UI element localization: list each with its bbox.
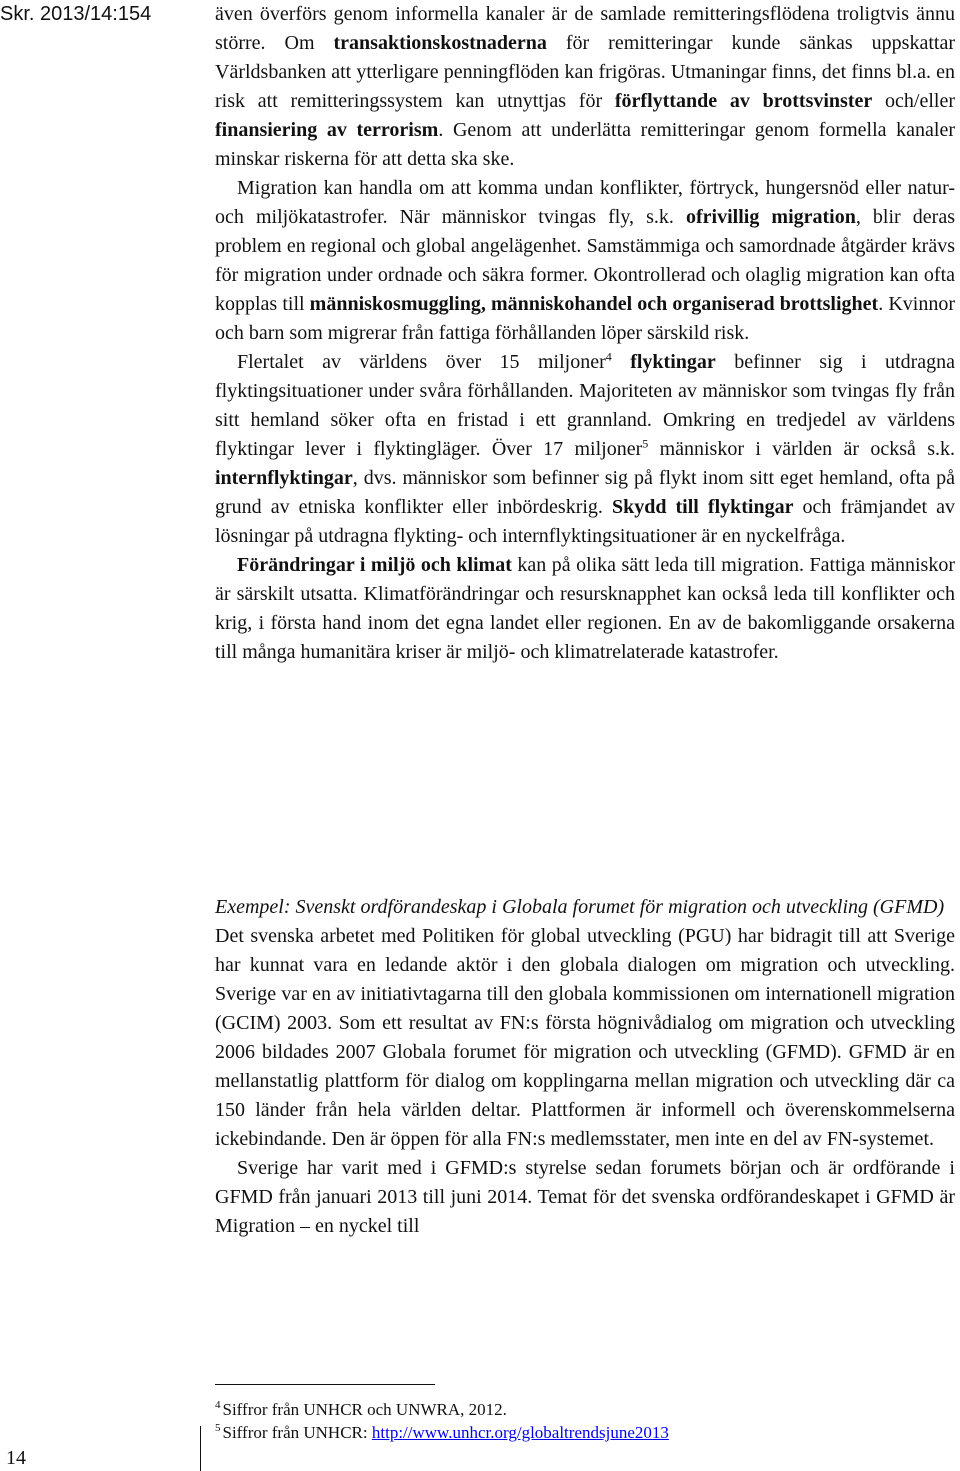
text-span: Siffror från UNHCR: [222,1423,372,1442]
text-span: . Genom att underlätta remitteringar genom formella kanaler minskar riskerna för att detta ska ske. [215,119,955,170]
text-span: Flertalet av världens över 15 miljoner [237,351,606,373]
bold-term: Skydd till flyktingar [611,496,794,518]
paragraph [215,1154,955,1241]
footnote-marker: 4 [605,349,612,364]
footnote-number: 4 [215,1399,221,1412]
text-span: , dvs. människor som befinner sig på flykt inom sitt eget hemland, ofta på grund av etniska konflikter eller inbördeskrig. [215,467,955,518]
footnote [215,1421,815,1444]
text-span: även överförs genom informella kanaler är de samlade remitteringsflödena troligtvis ännu större. Om [215,3,955,54]
bold-term: transaktionskostnaderna [333,32,547,54]
paragraph [215,893,955,922]
text-span: Siffror från UNHCR och UNWRA, 2012. [222,1400,507,1419]
footnote-number: 5 [215,1422,221,1435]
paragraph [215,0,955,174]
bold-term: internflyktingar [215,467,353,489]
text-span: och främjandet av lösningar på utdragna flykting- och internflyktingsituationer är en nyckelfråga. [215,496,955,547]
bold-term: förflyttande av brottsvinster [614,90,873,112]
bold-term: ofrivillig migration [686,206,856,228]
text-span: Migration kan handla om att komma undan konflikter, förtryck, hungersnöd eller natur- och miljökatastrofer. När människor tvingas fly, s.k. [215,177,955,228]
text-span: Det svenska arbetet med Politiken för global utveckling (PGU) har bidragit till att Sverige har kunnat vara en ledande aktör i den globala dialogen om migration och utveckling. Sverige var en av initiativtagarna till den globala kommissionen om internationell migration (GCIM) 2003. Som ett resultat av FN:s första högnivådialog om migration och utveckling 2006 bildades 2007 Globala forumet för migration och utveckling (GFMD). GFMD är en mellanstatlig plattform för dialog om kopplingarna mellan migration och utveckling där ca 150 länder från hela världen deltar. Plattformen är informell och överenskommelserna ickebindande. Den är öppen för alla FN:s medlemsstater, men inte en del av FN-systemet. [215,925,955,1150]
footnote [215,1398,815,1421]
text-span: människor i världen är också s.k. [648,438,955,460]
paragraph [215,551,955,667]
margin-rule [200,1426,201,1471]
example-box [215,893,955,1241]
bold-term: flyktingar [630,351,716,373]
paragraph [215,174,955,348]
text-span: , blir deras problem en regional och global angelägenhet. Samstämmiga och samordnade åtgärder krävs för migration under ordnade och säkra former. Okontrollerad och olaglig migration kan ofta kopplas till [215,206,955,315]
text-span [612,351,630,373]
paragraph [215,348,955,551]
page-number: 14 [6,1447,26,1469]
text-span: Exempel: Svenskt ordförandeskap i Globala forumet för migration och utveckling (GFMD) [215,896,945,918]
bold-term: finansiering av terrorism [215,119,439,141]
footnote-link[interactable]: http://www.unhcr.org/globaltrendsjune2013 [371,1423,669,1442]
text-span: för remitteringar kunde sänkas uppskattar Världsbanken att ytterligare penningflöden kan frigöras. Utmaningar finns, det finns bl.a. en risk att remitteringssystem kan utnyttjas för [215,32,955,112]
bold-term: människosmuggling, människohandel och organiserad brottslighet [309,293,879,315]
footnotes [215,1398,815,1444]
text-span: . Kvinnor och barn som migrerar från fattiga förhållanden löper särskild risk. [215,293,955,344]
paragraph [215,922,955,1154]
text-span: Sverige har varit med i GFMD:s styrelse sedan forumets början och är ordförande i GFMD från januari 2013 till juni 2014. Temat för det svenska ordförandeskapet i GFMD är Migration – en nyckel till [215,1157,955,1237]
bold-term: Förändringar i miljö och klimat [237,554,512,576]
text-span: och/eller [872,90,955,112]
text-span: kan på olika sätt leda till migration. Fattiga människor är särskilt utsatta. Klimatförändringar och resursknapphet kan också leda till konflikter och krig, i första hand inom det egna landet eller regionen. En av de bakomliggande orsakerna till många humanitära kriser är miljö- och klimatrelaterade katastrofer. [215,554,955,663]
text-span: befinner sig i utdragna flyktingsituationer under svåra förhållanden. Majoriteten av människor som tvingas fly från sitt hemland söker ofta en fristad i ett grannland. Omkring en tredjedel av världens flyktingar lever i flyktingläger. Över 17 miljoner [215,351,956,460]
footnote-marker: 5 [642,436,649,451]
footnote-divider [215,1384,435,1385]
main-text [215,0,955,667]
document-reference: Skr. 2013/14:154 [0,3,152,25]
